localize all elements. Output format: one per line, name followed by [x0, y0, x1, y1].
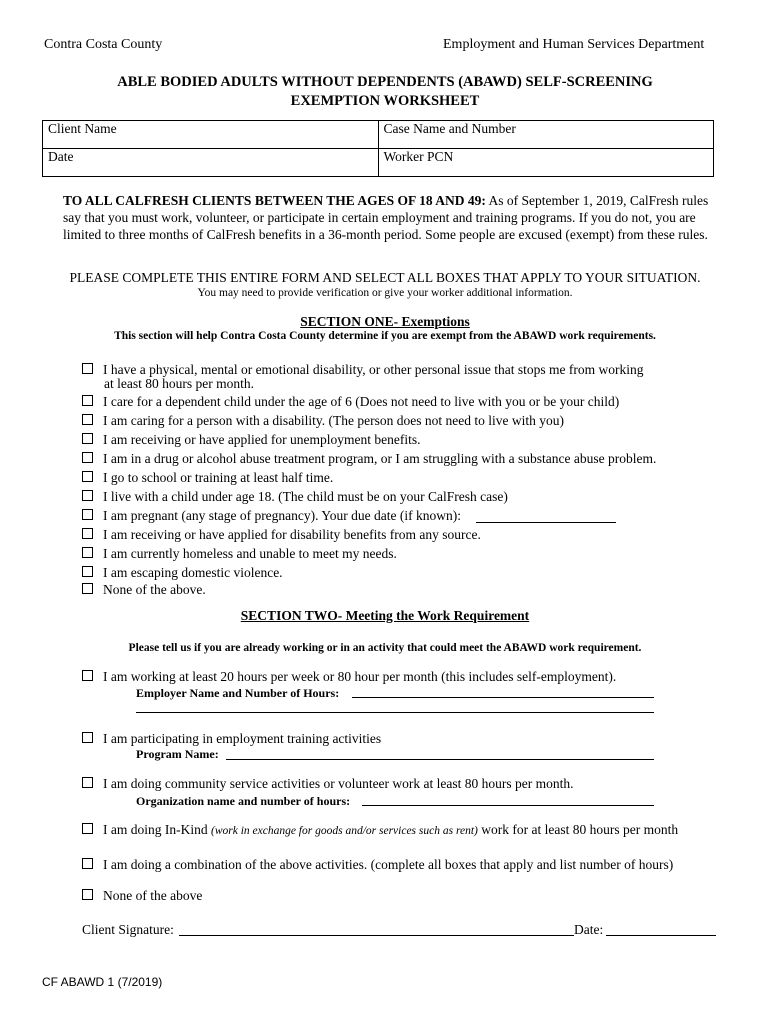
- section-one-heading: SECTION ONE- Exemptions: [300, 314, 470, 329]
- work-item-inkind[interactable]: [82, 822, 678, 838]
- work-item-none[interactable]: [82, 888, 202, 904]
- checkbox-icon[interactable]: [82, 583, 93, 594]
- intro-paragraph: [63, 192, 715, 243]
- date-field[interactable]: [43, 149, 379, 177]
- employer-line[interactable]: [352, 697, 654, 698]
- exemption-item[interactable]: [82, 432, 421, 448]
- exemption-label: I go to school or training at least half time.: [103, 470, 334, 485]
- client-name-field[interactable]: [43, 121, 379, 149]
- exemption-label: I care for a dependent child under the age of 6 (Does not need to live with you or be your child): [103, 394, 620, 409]
- checkbox-icon[interactable]: [82, 509, 93, 520]
- department-name: Employment and Human Services Department: [443, 37, 705, 52]
- exemption-item[interactable]: [82, 527, 481, 543]
- exemption-label: I am caring for a person with a disability. (The person does not need to live with you): [103, 413, 565, 428]
- work-item-combination[interactable]: [82, 857, 673, 873]
- exemption-item[interactable]: [82, 565, 283, 581]
- case-name-label: Case Name and Number: [383, 121, 516, 136]
- signature-date-line[interactable]: [606, 935, 716, 936]
- section-two-heading: SECTION TWO- Meeting the Work Requirement: [240, 608, 530, 623]
- exemption-item-continued: at least 80 hours per month.: [104, 376, 254, 391]
- employer-label: Employer Name and Number of Hours:: [136, 686, 340, 700]
- instructions-main: PLEASE COMPLETE THIS ENTIRE FORM AND SELECT ALL BOXES THAT APPLY TO YOUR SITUATION.: [69, 270, 701, 285]
- intro-bold: TO ALL CALFRESH CLIENTS BETWEEN THE AGES OF 18 AND 49:: [63, 193, 486, 208]
- client-name-label: Client Name: [48, 121, 117, 136]
- exemption-label: I am receiving or have applied for unemployment benefits.: [103, 432, 421, 447]
- checkbox-icon[interactable]: [82, 858, 93, 869]
- client-signature-label: Client Signature:: [82, 922, 174, 937]
- exemption-label: I am in a drug or alcohol abuse treatment program, or I am struggling with a substance abuse problem.: [103, 451, 657, 466]
- work-item-training[interactable]: [82, 731, 381, 747]
- exemption-item[interactable]: [82, 394, 619, 410]
- exemption-item[interactable]: [82, 470, 333, 486]
- exemption-label: I live with a child under age 18. (The child must be on your CalFresh case): [103, 489, 508, 504]
- form-title-line1: ABLE BODIED ADULTS WITHOUT DEPENDENTS (ABAWD) SELF-SCREENING: [117, 74, 653, 90]
- form-title-line2: EXEMPTION WORKSHEET: [290, 93, 480, 109]
- checkbox-icon[interactable]: [82, 395, 93, 406]
- work-item-community[interactable]: [82, 776, 574, 792]
- checkbox-icon[interactable]: [82, 777, 93, 788]
- checkbox-icon[interactable]: [82, 823, 93, 834]
- work-item-label: I am doing community service activities or volunteer work at least 80 hours per month.: [103, 776, 574, 791]
- worker-pcn-label: Worker PCN: [383, 149, 454, 164]
- checkbox-icon[interactable]: [82, 471, 93, 482]
- work-item-label: I am doing In-Kind: [103, 822, 211, 837]
- work-item-label: None of the above: [103, 888, 203, 903]
- section-one-description: This section will help Contra Costa County determine if you are exempt from the ABAWD work requirements.: [114, 330, 656, 342]
- exemption-label: I am receiving or have applied for disability benefits from any source.: [103, 527, 481, 542]
- county-name: Contra Costa County: [44, 37, 163, 52]
- work-item-label-end: work for at least 80 hours per month: [477, 822, 679, 837]
- organization-label: Organization name and number of hours:: [136, 794, 351, 808]
- intro-body: As of September 1, 2019, CalFresh rules say that you must work, volunteer, or participate in certain employment and training programs. If you do not, you are limited to three months of CalFresh benefits in a 36-month period. Some people are excused (exempt) from these rules.: [63, 193, 709, 242]
- organization-line[interactable]: [362, 805, 654, 806]
- checkbox-icon[interactable]: [82, 528, 93, 539]
- exemption-label: I am escaping domestic violence.: [103, 565, 283, 580]
- checkbox-icon[interactable]: [82, 670, 93, 681]
- instructions-sub: You may need to provide verification or give your worker additional information.: [197, 287, 573, 299]
- work-item-working[interactable]: [82, 669, 616, 685]
- employer-line-2[interactable]: [136, 712, 654, 713]
- exemption-label: I have a physical, mental or emotional disability, or other personal issue that stops me from working: [103, 362, 644, 377]
- exemption-label: I am currently homeless and unable to meet my needs.: [103, 546, 397, 561]
- checkbox-icon[interactable]: [82, 732, 93, 743]
- case-name-field[interactable]: [378, 121, 714, 149]
- exemption-item[interactable]: [82, 546, 397, 562]
- checkbox-icon[interactable]: [82, 452, 93, 463]
- exemption-item[interactable]: [82, 451, 656, 467]
- signature-line[interactable]: [179, 935, 574, 936]
- date-label: Date: [48, 149, 74, 164]
- exemption-item[interactable]: [82, 489, 508, 505]
- section-two-description: Please tell us if you are already working or in an activity that could meet the ABAWD work requirement.: [128, 642, 642, 654]
- checkbox-icon[interactable]: [82, 490, 93, 501]
- checkbox-icon[interactable]: [82, 566, 93, 577]
- exemption-label: None of the above.: [103, 582, 206, 597]
- program-line[interactable]: [226, 759, 654, 760]
- client-info-table: [42, 120, 714, 177]
- work-item-label: I am participating in employment training activities: [103, 731, 382, 746]
- exemption-item[interactable]: [82, 582, 206, 598]
- due-date-line[interactable]: [476, 522, 616, 523]
- work-item-label: I am working at least 20 hours per week or 80 hour per month (this includes self-employment).: [103, 669, 617, 684]
- exemption-item[interactable]: [82, 413, 564, 429]
- inkind-note: (work in exchange for goods and/or services such as rent): [210, 825, 478, 837]
- worker-pcn-field[interactable]: [378, 149, 714, 177]
- checkbox-icon[interactable]: [82, 433, 93, 444]
- signature-date-label: Date:: [574, 922, 604, 937]
- exemption-item[interactable]: [82, 508, 461, 524]
- exemption-label: I am pregnant (any stage of pregnancy). Your due date (if known):: [103, 508, 462, 523]
- checkbox-icon[interactable]: [82, 889, 93, 900]
- checkbox-icon[interactable]: [82, 414, 93, 425]
- form-id: CF ABAWD 1 (7/2019): [42, 975, 163, 989]
- program-label: Program Name:: [136, 747, 219, 761]
- checkbox-icon[interactable]: [82, 363, 93, 374]
- work-item-label: I am doing a combination of the above activities. (complete all boxes that apply and list number of hours): [103, 857, 674, 872]
- checkbox-icon[interactable]: [82, 547, 93, 558]
